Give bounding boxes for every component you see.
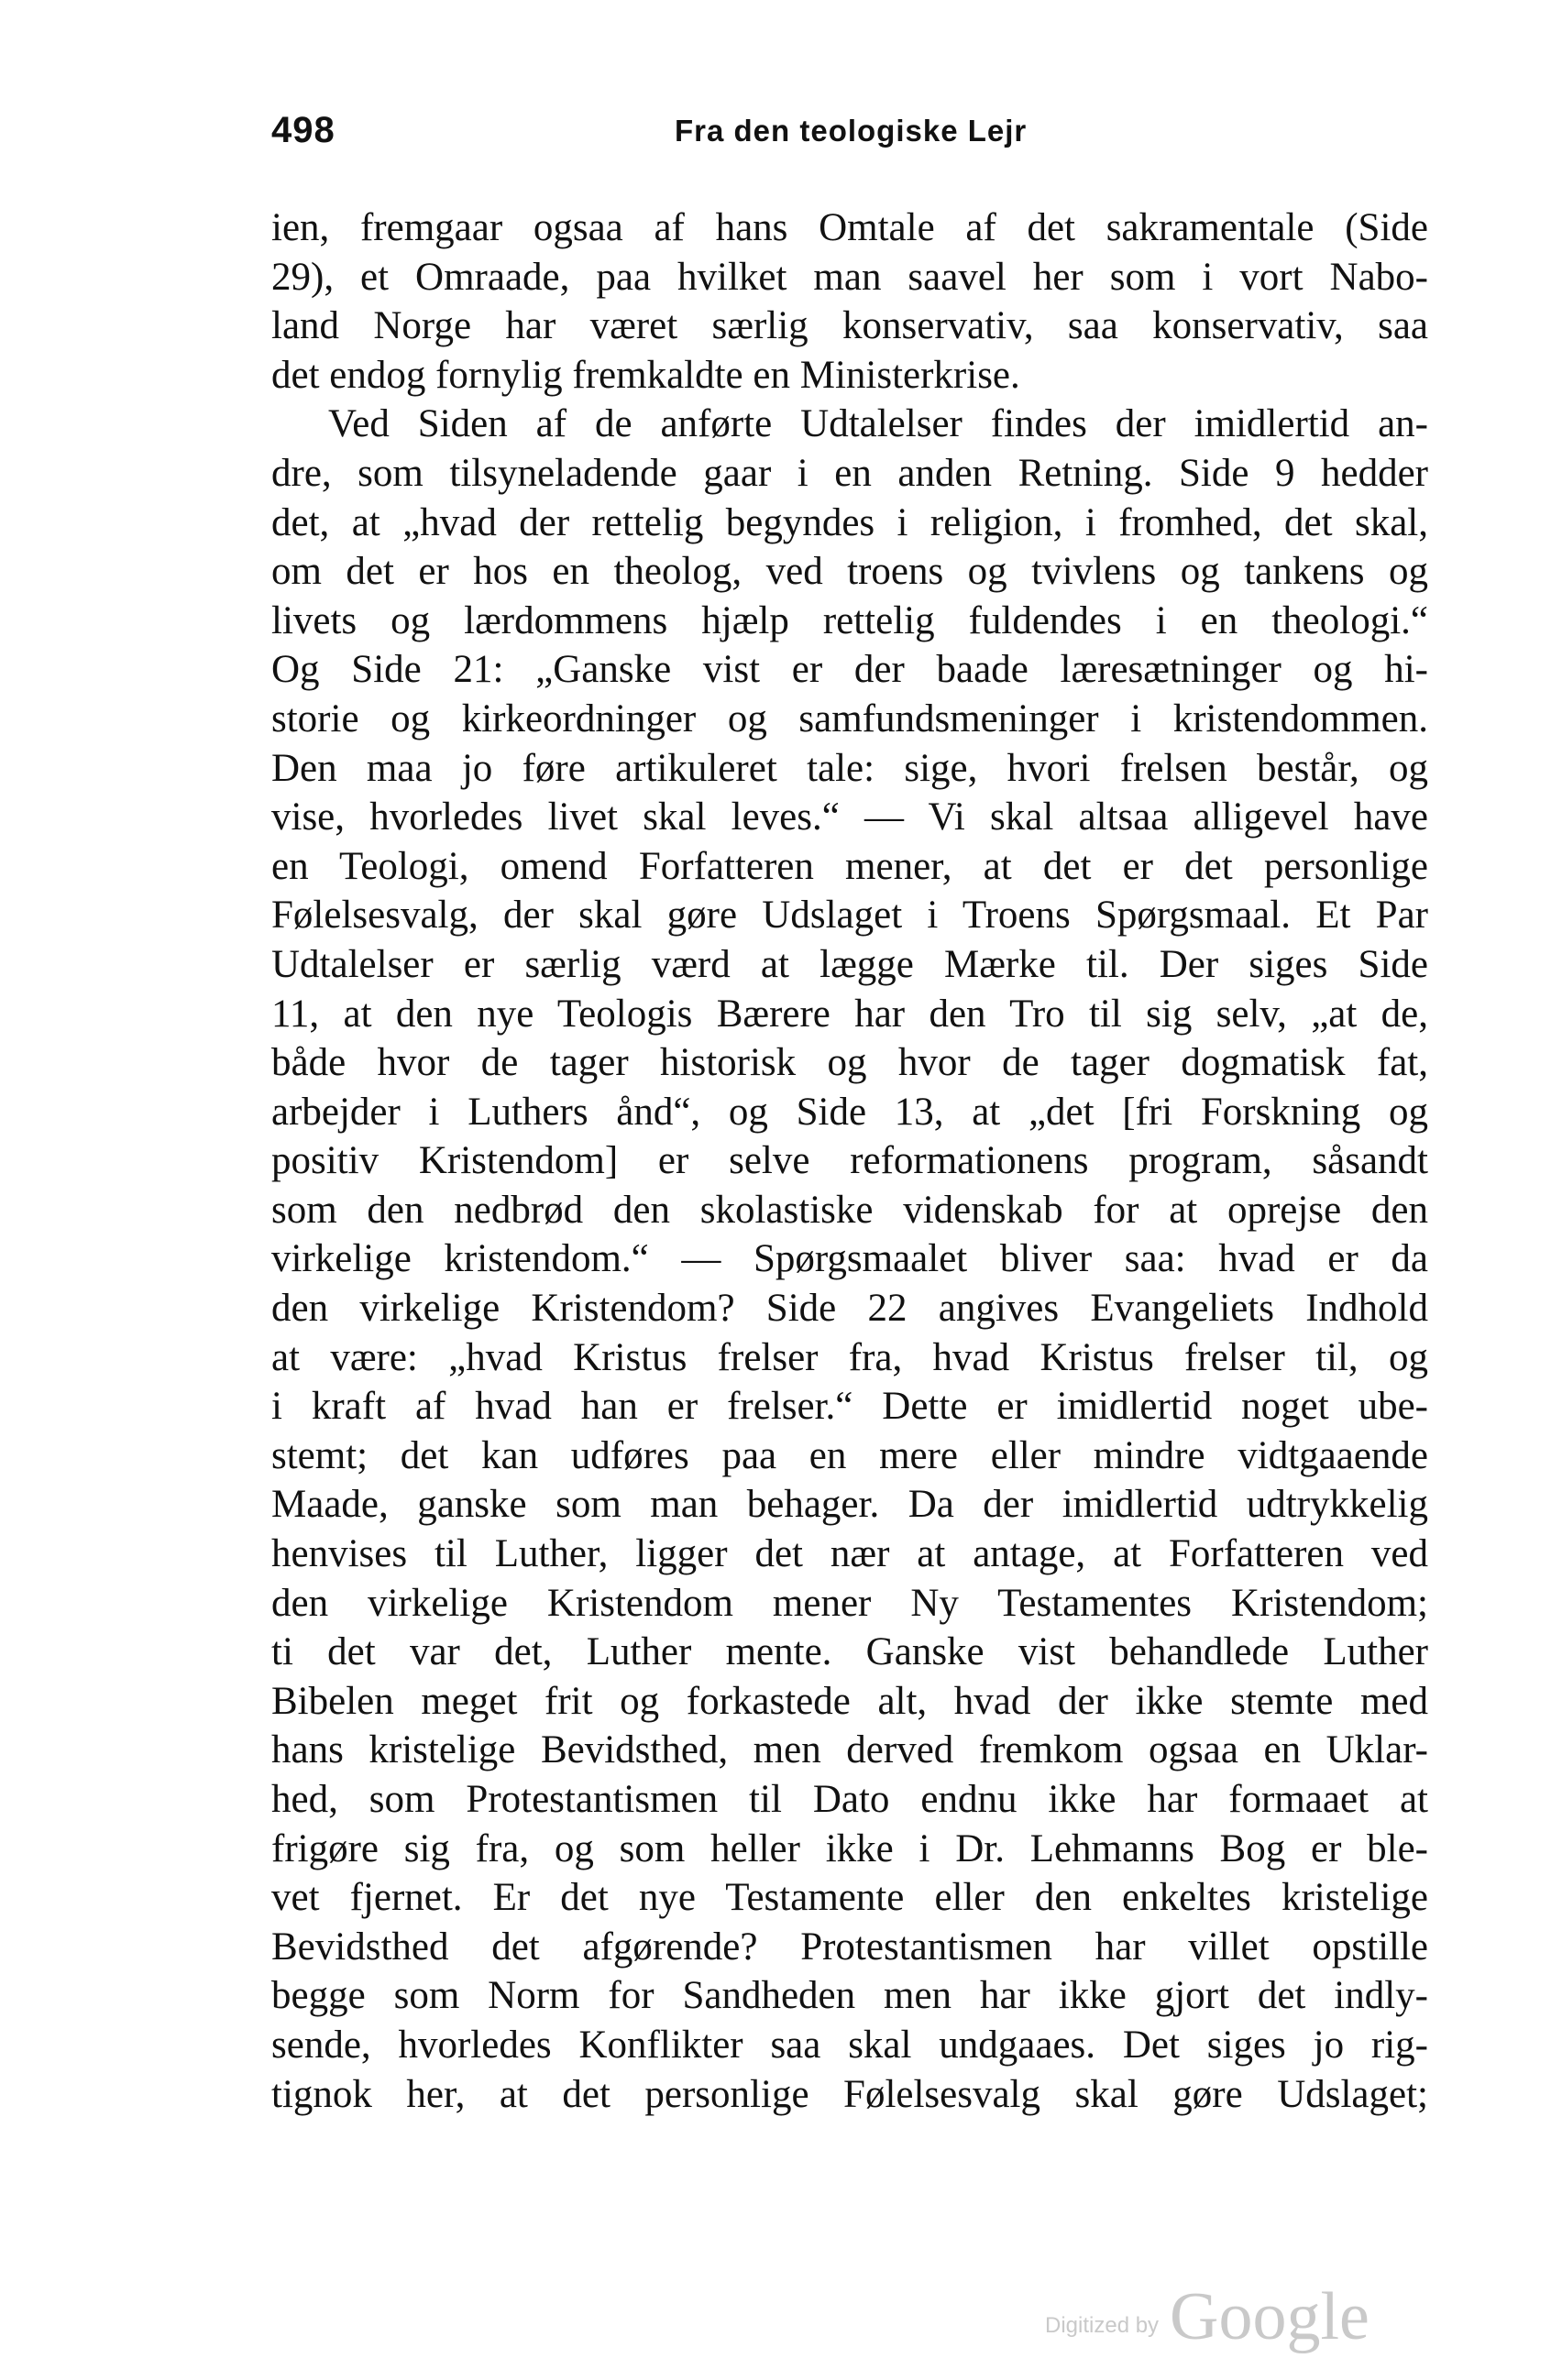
text-line: livets og lærdommens hjælp rettelig fuldendes i en theologi.“ [271,598,1428,642]
text-line: Og Side 21: „Ganske vist er der baade læresætninger og hi- [271,648,1428,692]
text-line: Ved Siden af de anførte Udtalelser findes der imidlertid an- [328,402,1428,446]
watermark-prefix: Digitized by [1045,2313,1160,2338]
running-head [271,110,1426,165]
text-line: 11, at den nye Teologis Bærere har den Tro til sig selv, „at de, [271,992,1428,1036]
text-line: positiv Kristendom] er selve reformationens program, såsandt [271,1139,1428,1183]
text-line: den virkelige Kristendom? Side 22 angives Evangeliets Indhold [271,1287,1428,1331]
text-line: en Teologi, omend Forfatteren mener, at det er det personlige [271,844,1428,888]
page-number: 498 [271,110,336,150]
text-line: Maade, ganske som man behager. Da der imidlertid udtrykkelig [271,1483,1428,1527]
text-line: begge som Norm for Sandheden men har ikke gjort det indly- [271,1974,1428,2018]
text-line: som den nedbrød den skolastiske videnskab for at oprejse den [271,1188,1428,1232]
text-line: dre, som tilsyneladende gaar i en anden Retning. Side 9 hedder [271,451,1428,495]
text-line: arbejder i Luthers ånd“, og Side 13, at „det [fri Forskning og [271,1090,1428,1134]
digitized-by-google-watermark [1045,2278,1430,2352]
text-line: ien, fremgaar ogsaa af hans Omtale af det sakramentale (Side [271,206,1428,249]
text-line: både hvor de tager historisk og hvor de tager dogmatisk fat, [271,1041,1428,1085]
text-line: virkelige kristendom.“ — Spørgsmaalet bliver saa: hvad er da [271,1237,1428,1281]
text-line: henvises til Luther, ligger det nær at antage, at Forfatteren ved [271,1532,1428,1576]
text-line: det, at „hvad der rettelig begyndes i religion, i fromhed, det skal, [271,500,1428,544]
text-line: ti det var det, Luther mente. Ganske vist behandlede Luther [271,1630,1428,1674]
text-line: at være: „hvad Kristus frelser fra, hvad Kristus frelser til, og [271,1335,1428,1379]
text-line: vise, hvorledes livet skal leves.“ — Vi skal altsaa alligevel have [271,795,1428,839]
text-line: Bevidsthed det afgørende? Protestantismen har villet opstille [271,1925,1428,1969]
text-line: Bibelen meget frit og forkastede alt, hvad der ikke stemte med [271,1679,1428,1723]
text-line: om det er hos en theolog, ved troens og tvivlens og tankens og [271,550,1428,594]
text-line: i kraft af hvad han er frelser.“ Dette er imidlertid noget ube- [271,1385,1428,1429]
text-line: Den maa jo føre artikuleret tale: sige, hvori frelsen består, og [271,746,1428,790]
running-title: Fra den teologiske Lejr [675,114,1028,148]
text-line: hans kristelige Bevidsthed, men derved fremkom ogsaa en Uklar- [271,1728,1428,1772]
text-line: land Norge har været særlig konservativ, saa konservativ, saa [271,304,1428,348]
google-logo: Google [1170,2279,1370,2354]
text-line: den virkelige Kristendom mener Ny Testamentes Kristendom; [271,1581,1428,1625]
text-line: det endog fornylig fremkaldte en Ministerkrise. [271,353,1020,397]
text-line: vet fjernet. Er det nye Testamente eller den enkeltes kristelige [271,1876,1428,1920]
body-text [271,203,1428,2119]
text-line: tignok her, at det personlige Følelsesvalg skal gøre Udslaget; [271,2072,1428,2116]
text-line: hed, som Protestantismen til Dato endnu ikke har formaaet at [271,1778,1428,1821]
text-line: sende, hvorledes Konflikter saa skal undgaaes. Det siges jo rig- [271,2023,1428,2067]
text-line: storie og kirkeordninger og samfundsmeninger i kristendommen. [271,696,1428,740]
text-line: Udtalelser er særlig værd at lægge Mærke til. Der siges Side [271,942,1428,986]
text-line: frigøre sig fra, og som heller ikke i Dr. Lehmanns Bog er ble- [271,1826,1428,1870]
text-line: 29), et Omraade, paa hvilket man saavel her som i vort Nabo- [271,255,1428,299]
text-line: stemt; det kan udføres paa en mere eller mindre vidtgaaende [271,1433,1428,1477]
text-line: Følelsesvalg, der skal gøre Udslaget i Troens Spørgsmaal. Et Par [271,894,1428,938]
